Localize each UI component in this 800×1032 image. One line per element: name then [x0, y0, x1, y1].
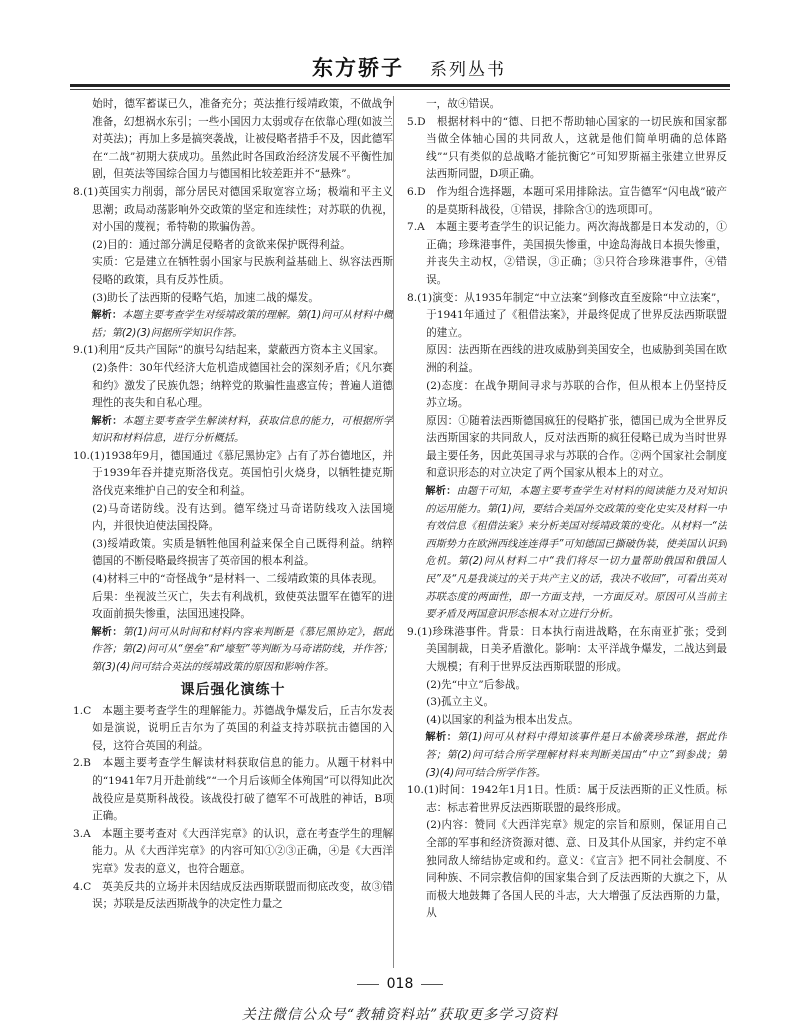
brand-title: 东方骄子 — [312, 56, 404, 80]
analysis-label: 解析： — [425, 732, 458, 744]
exercise-1: 1.C 本题主要考查学生的理解能力。苏德战争爆发后，丘吉尔发表如是演说，说明丘吉尔为了英国的利益支持苏联抗击德国的入侵，这符合英国的利益。 — [73, 704, 393, 752]
exercise-5: 5.D 根据材料中的“德、日把不帮助轴心国家的一切民族和国家都当做全体轴心国的共同敌人，这就是他们简单明确的总体路线”“只有类似的总战略才能抗衡它”可知罗斯福主张建立世界反法西斯同盟，D项正确。 — [407, 115, 727, 181]
answer-8-2: (2)目的：通过部分满足侵略者的贪欲来保护既得利益。 — [92, 238, 351, 251]
section-title: 课后强化演练十 — [180, 681, 286, 698]
answer-8-2-essence: 实质：它是建立在牺牲弱小国家与民族利益基础上、纵容法西斯侵略的政策，具有反苏性质。 — [92, 256, 393, 286]
analysis-8 — [73, 307, 393, 342]
exercise-8-2-reason: 原因：①随着法西斯德国疯狂的侵略扩张，德国已成为全世界反法西斯国家的共同敌人，反对法西斯的疯狂侵略已成为当时世界最主要任务，因此英国寻求与苏联的合作。②两个国家社会制度和意识形态的对立决定了两个国家从根本上的对立。 — [426, 414, 727, 480]
answer-10-2: (2)马奇诺防线。没有达到。德军绕过马奇诺防线攻入法国境内，并很快迫使法国投降。 — [92, 502, 393, 533]
analysis-9 — [73, 413, 393, 448]
analysis-text: 第(1)问可从材料中得知该事件是日本偷袭珍珠港，据此作答；第(2)问可结合所学理解材料来判断美国由“中立”到参战；第(3)(4)问可结合所学作答。 — [425, 732, 727, 779]
answer-9-1: 9.(1)利用“反共产国际”的旗号勾结起来，蒙蔽西方资本主义国家。 — [73, 344, 385, 357]
exercise-7: 7.A 本题主要考查学生的识记能力。两次海战都是日本发动的，①正确；珍珠港事件，美国损失惨重，中途岛海战日本损失惨重，并丧失主动权，②错误，③正确；③只符合珍珠港事件，④错误。 — [407, 221, 727, 286]
page-number-dash — [357, 984, 379, 985]
right-column — [407, 96, 727, 976]
exercise-9-1: 9.(1)珍珠港事件。背景：日本执行南进战略，在东南亚扩张；受到美国制裁，日美矛盾激化。影响：太平洋战争爆发，二战达到最大规模；有利于世界反法西斯联盟的形成。 — [407, 625, 727, 673]
exercise-6: 6.D 作为组合选择题，本题可采用排除法。宣告德军“闪电战”破产的是莫斯科战役，①错误，排除含①的选项即可。 — [407, 185, 727, 216]
analysis-r8 — [407, 483, 727, 624]
page-number-text: 018 — [386, 976, 414, 992]
header-rule-thin — [70, 89, 730, 90]
answer-8-1: 8.(1)英国实力削弱，部分居民对德国采取宽容立场；极端和平主义思潮；政局动荡影响外交政策的坚定和连续性；对苏联的仇视，对小国的蔑视；希特勒的欺骗伪善。 — [73, 185, 393, 234]
exercise-8-2: (2)态度：在战争期间寻求与苏联的合作，但从根本上仍坚持反苏立场。 — [426, 379, 727, 410]
analysis-label: 解析： — [91, 310, 123, 322]
page-header — [0, 0, 800, 100]
exercise-9-4: (4)以国家的利益为根本出发点。 — [426, 713, 579, 726]
paragraph: 始时，德军蓄谋已久，准备充分；英法推行绥靖政策，不做战争准备，幻想祸水东引；一些小国因力太弱或存在依靠心理(如波兰对英法)；再加上多是搞突袭战，让被侵略者措手不及，因此德军在“二战”初期大获成功。虽然此时各国政治经济发展不平衡性加剧，但英法等国综合国力与德国相比较差距并不“悬殊”。 — [92, 98, 393, 181]
exercise-2: 2.B 本题主要考查学生解读材料获取信息的能力。从题干材料中的“1941年7月开赴前线”“一个月后该师全体殉国”可以得知此次战役应是莫斯科战役。该战役打破了德军不可战胜的神话，B项正确。 — [73, 757, 393, 823]
analysis-text: 本题主要考查学生解读材料，获取信息的能力，可根据所学知识和材料信息，进行分析概括。 — [91, 415, 393, 445]
exercise-9-3: (3)孤立主义。 — [426, 696, 495, 709]
exercise-4-continued: 一，故④错误。 — [426, 98, 501, 110]
exercise-4: 4.C 英美反共的立场并未因结成反法西斯联盟而彻底改变，故③错误；苏联是反法西斯战争的决定性力量之 — [73, 880, 393, 911]
analysis-text: 第(1)问可从时间和材料内容来判断是《慕尼黑协定》，据此作答；第(2)问可从“堡垒”和“壕堑”等判断为马奇诺防线，并作答；第(3)(4)问可结合英法的绥靖政策的原因和影响作答。 — [91, 626, 393, 673]
exercise-8-1: 8.(1)演变：从1935年制定“中立法案”到修改直至废除“中立法案”，于1941年通过了《租借法案》，并最终促成了世界反法西斯联盟的建立。 — [407, 291, 727, 339]
analysis-label: 解析： — [91, 626, 123, 638]
left-column — [73, 96, 393, 976]
exercise-9-2: (2)先“中立”后参战。 — [426, 678, 527, 691]
exercise-3: 3.A 本题主要考查对《大西洋宪章》的认识，意在考查学生的理解能力。从《大西洋宪章》的内容可知①②③正确，④是《大西洋宪章》发表的意义，也符合题意。 — [73, 827, 393, 875]
header-rule-thick — [70, 84, 730, 87]
analysis-10 — [73, 624, 393, 677]
analysis-text: 由题干可知，本题主要考查学生对材料的阅读能力及对知识的运用能力。第(1)问，要结合美国外交政策的变化史实及材料一中有效信息《租借法案》来分析美国对绥靖政策的变化。从材料一“法西斯势力在欧洲西线连连得手”可知德国已撕破伪装，使美国认识到危机。第(2)问从材料二中“我们将尽一切力量帮助俄国和俄国人民”及“凡是我谈过的关于共产主义的话，我决不收回”，可看出英对苏联态度的两面性，即一方面支持，一方面反对。原因可从当前主要矛盾及两国意识形态根本对立进行分析。 — [425, 486, 727, 621]
answer-10-4: (4)材料三中的“奇怪战争”是材料一、二绥靖政策的具体表现。 — [92, 573, 383, 586]
page-number-dash — [421, 984, 443, 985]
answer-10-1: 10.(1)1938年9月，德国通过《慕尼黑协定》占有了苏台德地区，并于1939年吞并捷克斯洛伐克。英国怕引火烧身，以牺牲捷克斯洛伐克来维护自己的安全和利益。 — [73, 449, 393, 498]
answer-10-3: (3)绥靖政策。实质是牺牲他国利益来保全自己既得利益。纳粹德国的不断侵略最终损害了英帝国的根本利益。 — [92, 537, 393, 568]
analysis-label: 解析： — [91, 415, 123, 427]
answer-9-2: (2)条件：30年代经济大危机造成德国社会的深刻矛盾；《凡尔赛和约》激发了民族仇怨；纳粹党的欺骗性蛊惑宣传；普遍人道德理性的丧失和自私心理。 — [92, 361, 393, 410]
series-title: 系列丛书 — [430, 60, 506, 80]
exercise-10-2: (2)内容：赞同《大西洋宪章》规定的宗旨和原则，保证用自己全部的军事和经济资源对德、意、日及其仆从国家，并约定不单独同敌人缔结协定或和约。意义：《宣言》把不同社会制度、不同种族、不同宗教信仰的国家集合到了反法西斯的大旗之下，从而极大地鼓舞了各国人民的斗志，大大增强了反法西斯的力量，从 — [426, 819, 727, 920]
footer-note: 关注微信公众号“教辅资料站”获取更多学习资料 — [241, 1007, 559, 1023]
answer-10-4-consequence: 后果：坐视波兰灭亡，失去有利战机，致使英法盟军在德军的进攻面前损失惨重，法国迅速投降。 — [92, 590, 393, 621]
page-number — [0, 976, 800, 992]
exercise-10-1: 10.(1)时间：1942年1月1日。性质：属于反法西斯的正义性质。标志：标志着世界反法西斯联盟的最终形成。 — [407, 784, 727, 814]
analysis-label: 解析： — [425, 486, 457, 498]
answer-8-3: (3)助长了法西斯的侵略气焰，加速二战的爆发。 — [92, 291, 319, 304]
exercise-8-1-reason: 原因：法西斯在西线的进攻威胁到美国安全，也威胁到美国在欧洲的利益。 — [426, 344, 727, 374]
analysis-text: 本题主要考查学生对绥靖政策的理解。第(1)问可从材料中概括；第(2)(3)问据所学知识作答。 — [91, 310, 393, 339]
analysis-r9 — [407, 729, 727, 782]
column-divider — [393, 96, 394, 968]
